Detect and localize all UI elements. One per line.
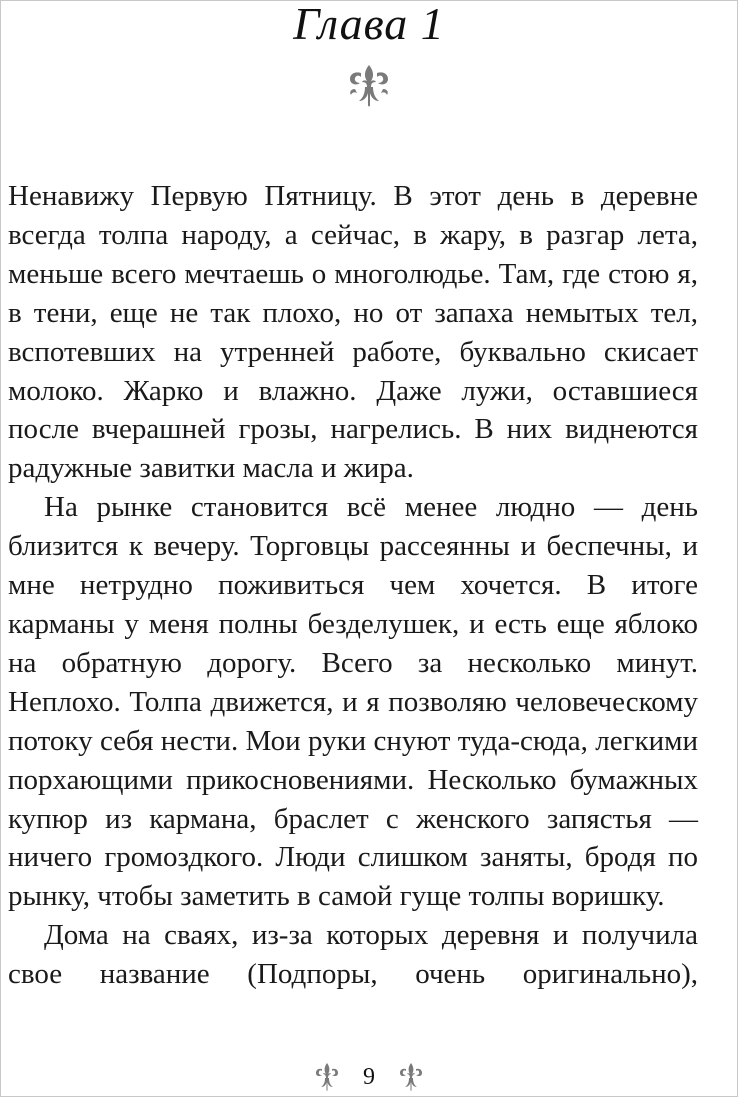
paragraph-2: На рынке становится всё менее людно — день близится к вечеру. Торговцы рассеянны и беспечны, и мне нетрудно поживиться чем хочется. В итоге карманы у меня полны безделушек, и есть еще яблоко на обратную дорогу. Всего за несколько минут. Неплохо. Толпа движется, и я позволяю человеческому потоку себя нести. Мои руки снуют туда-сюда, легкими порхающими прикосновениями. Несколько бумажных купюр из кармана, браслет с женского запястья — ничего громоздкого. Люди слишком заняты, бродя по рынку, чтобы заметить в самой гуще толпы воришку. xyxy=(8,491,698,913)
chapter-title: Глава 1 xyxy=(293,0,445,49)
paragraph-1: Ненавижу Первую Пятницу. В этот день в деревне всегда толпа народу, а сейчас, в жару, в разгар лета, меньше всего мечтаешь о многолюдье. Там, где стою я, в тени, еще не так плохо, но от запаха немытых тел, вспотевших на утренней работе, буквально скисает молоко. Жарко и влажно. Даже лужи, оставшиеся после вчерашней грозы, нагрелись. В них виднеются радужные завитки масла и жира. xyxy=(8,180,698,485)
fleur-de-lis-icon xyxy=(347,63,391,109)
page-number: 9 xyxy=(363,1064,375,1090)
page-footer xyxy=(1,1059,737,1095)
chapter-body xyxy=(8,177,698,994)
fleur-de-lis-icon xyxy=(314,1062,340,1092)
paragraph-3: Дома на сваях, из-за которых деревня и получила свое название (Подпоры, очень оригинально), xyxy=(8,919,698,991)
fleur-de-lis-icon xyxy=(398,1062,424,1092)
